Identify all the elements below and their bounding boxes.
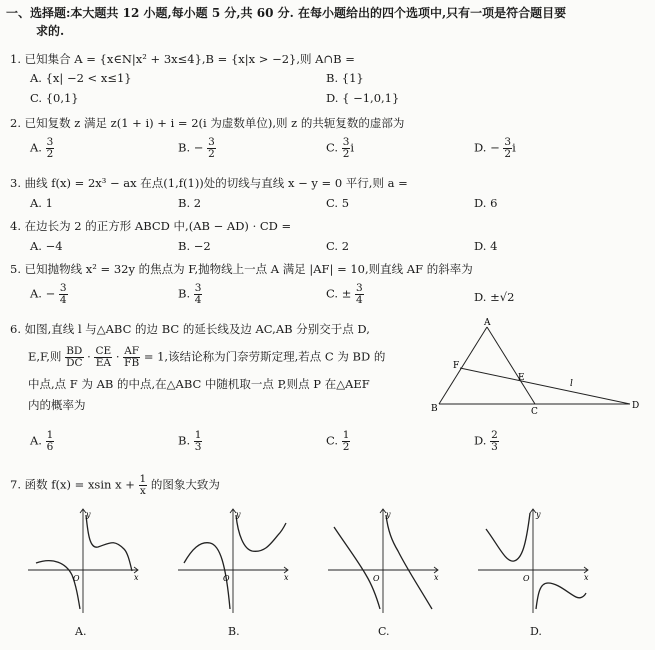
svg-text:y: y <box>386 510 391 519</box>
q3-option-b: B. 2 <box>178 196 202 210</box>
svg-text:O: O <box>223 574 230 583</box>
q5-option-b: B. $\frac{3}{4}$ <box>178 282 202 306</box>
q5-option-d: D. ±√2 <box>474 290 515 304</box>
svg-text:y: y <box>236 510 241 519</box>
q2-option-d: D. − $\frac{3}{2}$ i <box>474 136 516 160</box>
q7-stem: 7. 函数 f(x) = xsin x + $\frac{1}{x}$ 的图象大致为 <box>10 473 220 497</box>
q6-option-d: D. $\frac{2}{3}$ <box>474 429 498 453</box>
q5-option-c: C. ± $\frac{3}{4}$ <box>326 282 363 306</box>
svg-text:x: x <box>434 573 439 582</box>
q5-option-a: A. − $\frac{3}{4}$ <box>30 282 67 306</box>
svg-text:O: O <box>73 574 80 583</box>
section-header <box>6 4 646 40</box>
point-c-label: C <box>531 407 538 417</box>
q1-option-d: D. { −1,0,1} <box>326 91 400 105</box>
q4-option-a: A. −4 <box>30 239 63 253</box>
q4-option-b: B. −2 <box>178 239 211 253</box>
q6-option-c: C. $\frac{1}{2}$ <box>326 429 350 453</box>
q3-option-a: A. 1 <box>30 196 53 210</box>
q1-option-a: A. {x| −2 < x≤1} <box>30 71 132 85</box>
q4-option-d: D. 4 <box>474 239 498 253</box>
svg-text:x: x <box>134 573 139 582</box>
svg-text:x: x <box>284 573 289 582</box>
q6-option-a: A. $\frac{1}{6}$ <box>30 429 54 453</box>
q7-graph-d <box>478 505 598 617</box>
point-f-label: F <box>453 361 460 371</box>
q4-stem: 4. 在边长为 2 的正方形 ABCD 中,(AB − AD) · CD = <box>10 219 292 233</box>
q1-option-b: B. {1} <box>326 71 364 85</box>
point-b-label: B <box>431 404 438 414</box>
segment-ab <box>439 327 487 404</box>
line-l <box>460 368 630 404</box>
section-header-line2: 求的. <box>36 24 65 38</box>
q6-line2: E,F,则 $\frac{BD}{DC}$ · $\frac{CE}{EA}$ · $\frac{AF}{FB}$ = 1,该结论称为门奈劳斯定理,若点 C 为 BD 的 <box>28 345 386 369</box>
q7-graph-a <box>28 505 148 617</box>
q6-line3: 中点,点 F 为 AB 的中点,在△ABC 中随机取一点 P,则点 P 在△AEF <box>28 377 370 391</box>
section-header-line1: 一、选择题:本大题共 12 小题,每小题 5 分,共 60 分. 在每小题给出的四个选项中,只有一项是符合题目要 <box>6 6 567 20</box>
q6-triangle-figure <box>425 318 650 418</box>
q3-option-d: D. 6 <box>474 196 498 210</box>
svg-text:O: O <box>373 574 380 583</box>
svg-text:O: O <box>523 574 530 583</box>
q2-stem: 2. 已知复数 z 满足 z(1 + i) + i = 2(i 为虚数单位),则 z 的共轭复数的虚部为 <box>10 116 405 130</box>
q3-option-c: C. 5 <box>326 196 350 210</box>
q1-stem: 1. 已知集合 A = {x∈N|x² + 3x≤4},B = {x|x > −2},则 A∩B = <box>10 52 355 66</box>
point-e-label: E <box>518 373 525 383</box>
q1-option-c: C. {0,1} <box>30 91 79 105</box>
q7-label-a: A. <box>75 625 87 638</box>
q7-label-c: C. <box>378 625 390 638</box>
q3-stem: 3. 曲线 f(x) = 2x³ − ax 在点(1,f(1))处的切线与直线 x − y = 0 平行,则 a = <box>10 176 408 190</box>
q7-label-d: D. <box>530 625 542 638</box>
q2-option-a: A. $\frac{3}{2}$ <box>30 136 54 160</box>
svg-text:x: x <box>584 573 589 582</box>
segment-ac <box>487 327 535 404</box>
q6-line1: 6. 如图,直线 l 与△ABC 的边 BC 的延长线及边 AC,AB 分别交于点 D, <box>10 322 370 336</box>
q2-option-b: B. − $\frac{3}{2}$ <box>178 136 215 160</box>
q6-line4: 内的概率为 <box>28 398 86 412</box>
q6-option-b: B. $\frac{1}{3}$ <box>178 429 202 453</box>
q7-graph-c <box>328 505 448 617</box>
q5-stem: 5. 已知抛物线 x² = 32y 的焦点为 F,抛物线上一点 A 满足 |AF| = 10,则直线 AF 的斜率为 <box>10 262 473 276</box>
q2-option-c: C. $\frac{3}{2}$ i <box>326 136 355 160</box>
line-l-label: l <box>570 379 573 389</box>
point-a-label: A <box>484 318 491 328</box>
q7-label-b: B. <box>228 625 240 638</box>
q7-graph-b <box>178 505 298 617</box>
point-d-label: D <box>632 401 640 411</box>
svg-text:y: y <box>536 510 541 519</box>
q4-option-c: C. 2 <box>326 239 350 253</box>
svg-text:y: y <box>86 510 91 519</box>
